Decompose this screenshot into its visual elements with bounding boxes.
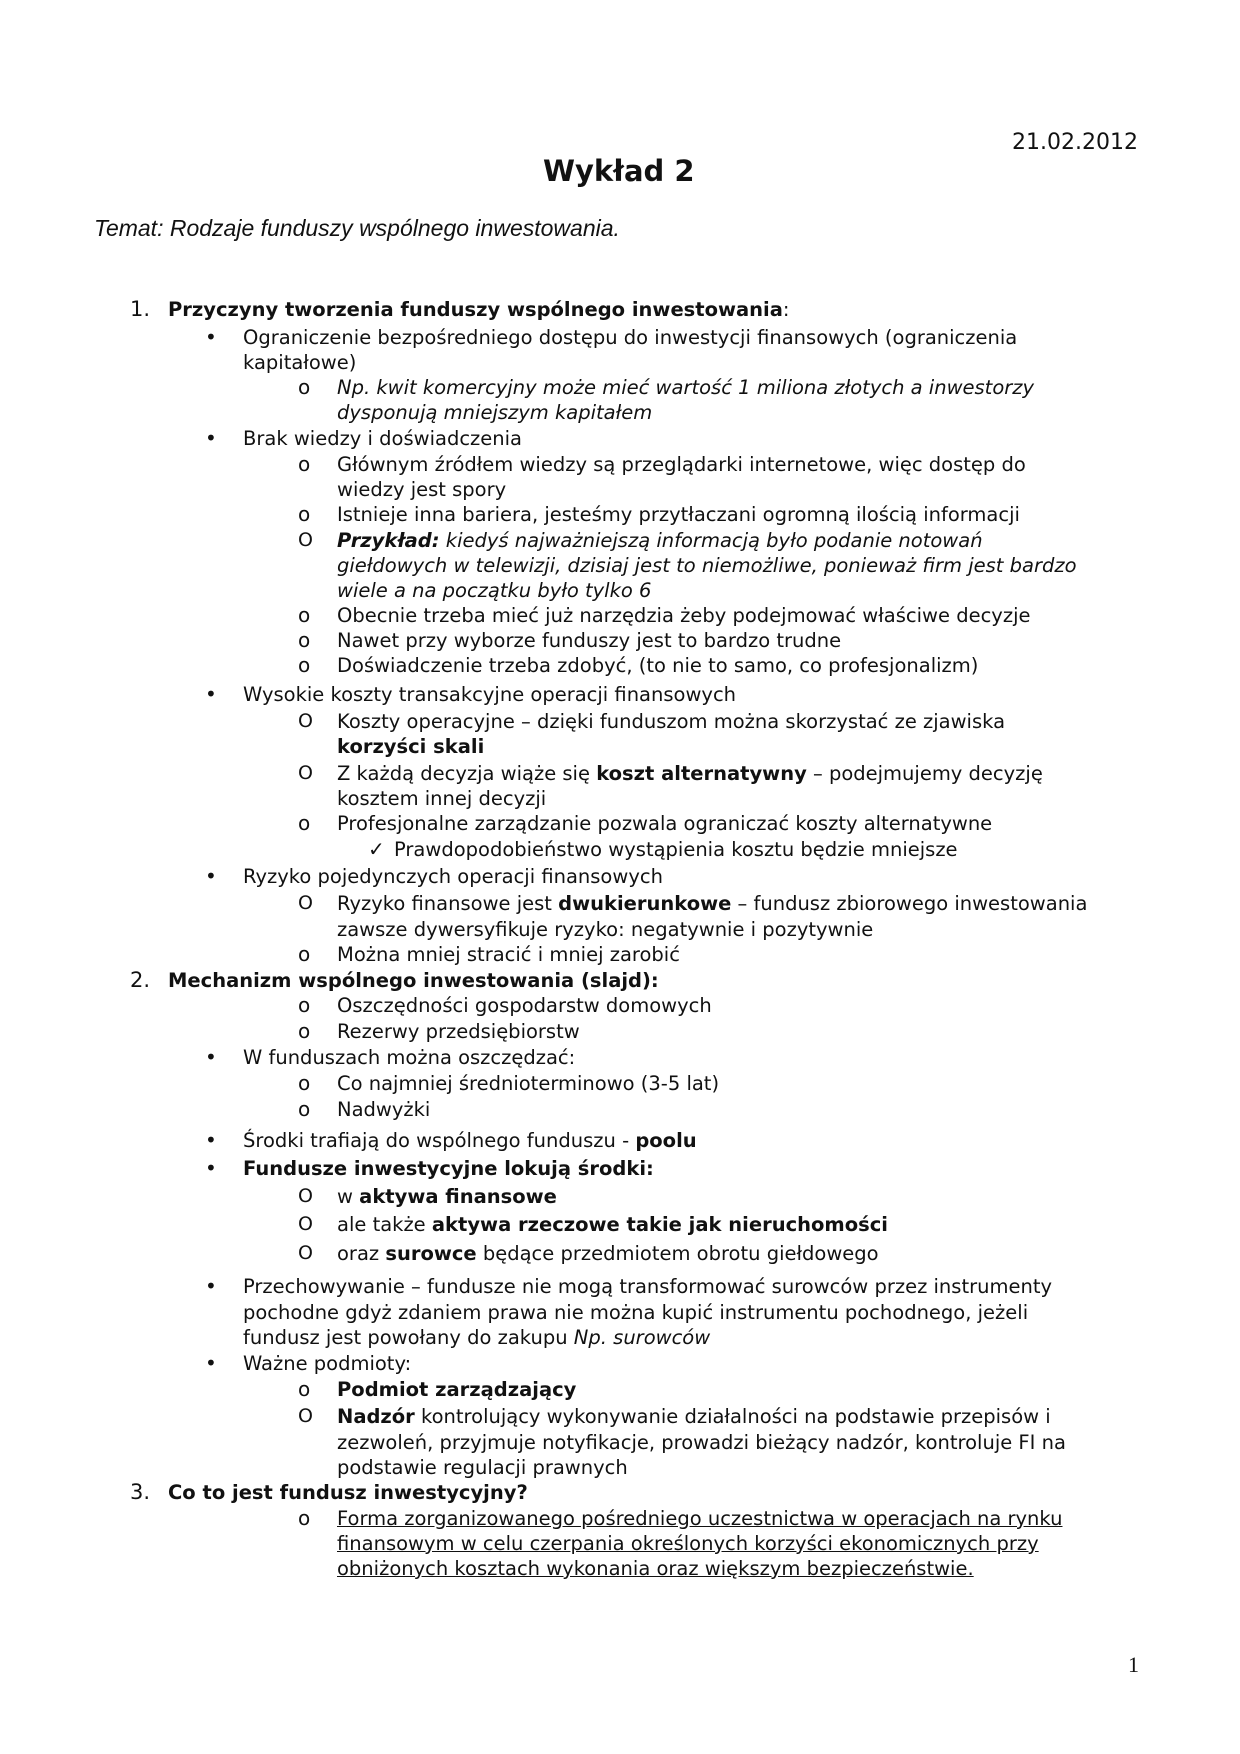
list-item: Ryzyko pojedynczych operacji finansowych — [243, 865, 663, 888]
list-item: Przechowywanie – fundusze nie mogą transformować surowców przez instrumenty — [243, 1275, 1053, 1298]
circle-bullet-icon: O — [298, 1242, 313, 1264]
circle-bullet-icon: o — [298, 603, 311, 627]
sub-item: Koszty operacyjne – dzięki funduszom można skorzystać ze zjawiska — [337, 710, 1006, 733]
sub-item-continuation: zawsze dywersyfikuje ryzyko: negatywnie i pozytywnie — [337, 918, 874, 941]
sub-item: Ryzyko finansowe jest dwukierunkowe – fundusz zbiorowego inwestowania — [337, 892, 1088, 915]
sub-item: Przykład: kiedyś najważniejszą informacją było podanie notowań — [337, 529, 983, 552]
definition-text: Forma zorganizowanego pośredniego uczestnictwa w operacjach na rynku — [337, 1507, 1063, 1530]
sub-item: Oszczędności gospodarstw domowych — [337, 994, 712, 1017]
sub-sub-item: Prawdopodobieństwo wystąpienia kosztu będzie mniejsze — [394, 838, 958, 861]
document-title: Wykład 2 — [543, 154, 695, 188]
sub-item-continuation: podstawie regulacji prawnych — [337, 1456, 628, 1479]
sub-item: Profesjonalne zarządzanie pozwala ograniczać koszty alternatywne — [337, 812, 993, 835]
list-item: Brak wiedzy i doświadczenia — [243, 427, 523, 450]
sub-item-continuation: dysponują mniejszym kapitałem — [337, 401, 653, 424]
circle-bullet-icon: o — [298, 1019, 311, 1043]
sub-item: Nawet przy wyborze funduszy jest to bardzo trudne — [337, 629, 842, 652]
bullet-icon: • — [205, 426, 217, 450]
circle-bullet-icon: o — [298, 1097, 311, 1121]
definition-text: finansowym w celu czerpania określonych korzyści ekonomicznych przy — [337, 1532, 1039, 1555]
sub-item-continuation: giełdowych w telewizji, dzisiaj jest to niemożliwe, ponieważ firm jest bardzo — [337, 554, 1077, 577]
bullet-icon: • — [205, 682, 217, 706]
list-item-continuation: kapitałowe) — [243, 351, 357, 374]
list-item-continuation: pochodne gdyż zdaniem prawa nie można kupić instrumentu pochodnego, jeżeli — [243, 1301, 1029, 1324]
bullet-icon: • — [205, 1045, 217, 1069]
list-item: Ważne podmioty: — [243, 1352, 412, 1375]
list-item: Środki trafiają do wspólnego funduszu - poolu — [243, 1129, 697, 1152]
bullet-icon: • — [205, 1128, 217, 1152]
circle-bullet-icon: o — [298, 942, 311, 966]
list-number: 3. — [130, 1480, 151, 1504]
sub-item: Można mniej stracić i mniej zarobić — [337, 943, 680, 966]
sub-item: ale także aktywa rzeczowe takie jak nieruchomości — [337, 1213, 888, 1236]
list-number: 2. — [130, 968, 151, 992]
definition-text: obniżonych kosztach wykonania oraz większym bezpieczeństwie. — [337, 1557, 974, 1580]
sub-item: w aktywa finansowe — [337, 1185, 557, 1208]
sub-item-continuation: wiele a na początku było tylko 6 — [337, 579, 652, 602]
circle-bullet-icon: O — [298, 892, 313, 914]
list-item: W funduszach można oszczędzać: — [243, 1046, 576, 1069]
sub-item-continuation: korzyści skali — [337, 735, 485, 758]
circle-bullet-icon: o — [298, 811, 311, 835]
section-heading: Co to jest fundusz inwestycyjny? — [168, 1481, 528, 1504]
list-item: Fundusze inwestycyjne lokują środki: — [243, 1157, 654, 1180]
sub-item: Nadwyżki — [337, 1098, 431, 1121]
bullet-icon: • — [205, 1351, 217, 1375]
sub-item: Istnieje inna bariera, jesteśmy przytłaczani ogromną ilością informacji — [337, 503, 1020, 526]
sub-item: Doświadczenie trzeba zdobyć, (to nie to samo, co profesjonalizm) — [337, 654, 979, 677]
section-heading: Przyczyny tworzenia funduszy wspólnego inwestowania: — [168, 298, 790, 321]
circle-bullet-icon: o — [298, 628, 311, 652]
bullet-icon: • — [205, 864, 217, 888]
circle-bullet-icon: O — [298, 710, 313, 732]
document-date: 21.02.2012 — [1012, 130, 1138, 155]
checkmark-icon: ✓ — [368, 837, 385, 861]
list-number: 1. — [130, 297, 151, 321]
sub-item: Głównym źródłem wiedzy są przeglądarki internetowe, więc dostęp do — [337, 453, 1026, 476]
sub-item: Np. kwit komercyjny może mieć wartość 1 miliona złotych a inwestorzy — [337, 376, 1035, 399]
circle-bullet-icon: o — [298, 1506, 311, 1530]
sub-item: Nadzór kontrolujący wykonywanie działalności na podstawie przepisów i — [337, 1405, 1051, 1428]
bullet-icon: • — [205, 1274, 217, 1298]
circle-bullet-icon: o — [298, 375, 311, 399]
circle-bullet-icon: o — [298, 653, 311, 677]
sub-item: Podmiot zarządzający — [337, 1378, 577, 1401]
circle-bullet-icon: o — [298, 452, 311, 476]
circle-bullet-icon: O — [298, 1213, 313, 1235]
circle-bullet-icon: O — [298, 529, 313, 551]
page-number: 1 — [1128, 1652, 1139, 1677]
circle-bullet-icon: o — [298, 502, 311, 526]
circle-bullet-icon: O — [298, 762, 313, 784]
sub-item: Co najmniej średnioterminowo (3-5 lat) — [337, 1072, 720, 1095]
sub-item-continuation: wiedzy jest spory — [337, 478, 507, 501]
bullet-icon: • — [205, 325, 217, 349]
list-item: Ograniczenie bezpośredniego dostępu do inwestycji finansowych (ograniczenia — [243, 326, 1018, 349]
document-topic: Temat: Rodzaje funduszy wspólnego inwestowania. — [94, 215, 620, 241]
circle-bullet-icon: o — [298, 993, 311, 1017]
circle-bullet-icon: O — [298, 1185, 313, 1207]
circle-bullet-icon: O — [298, 1405, 313, 1427]
sub-item-continuation: zezwoleń, przyjmuje notyfikacje, prowadzi bieżący nadzór, kontroluje FI na — [337, 1431, 1066, 1454]
section-heading: Mechanizm wspólnego inwestowania (slajd): — [168, 969, 659, 992]
bullet-icon: • — [205, 1156, 217, 1180]
circle-bullet-icon: o — [298, 1377, 311, 1401]
sub-item: oraz surowce będące przedmiotem obrotu giełdowego — [337, 1242, 879, 1265]
sub-item: Rezerwy przedsiębiorstw — [337, 1020, 580, 1043]
circle-bullet-icon: o — [298, 1071, 311, 1095]
sub-item: Z każdą decyzja wiąże się koszt alternatywny – podejmujemy decyzję — [337, 762, 1043, 785]
list-item-continuation: fundusz jest powołany do zakupu Np. surowców — [243, 1326, 711, 1349]
sub-item: Obecnie trzeba mieć już narzędzia żeby podejmować właściwe decyzje — [337, 604, 1031, 627]
list-item: Wysokie koszty transakcyjne operacji finansowych — [243, 683, 737, 706]
sub-item-continuation: kosztem innej decyzji — [337, 787, 547, 810]
